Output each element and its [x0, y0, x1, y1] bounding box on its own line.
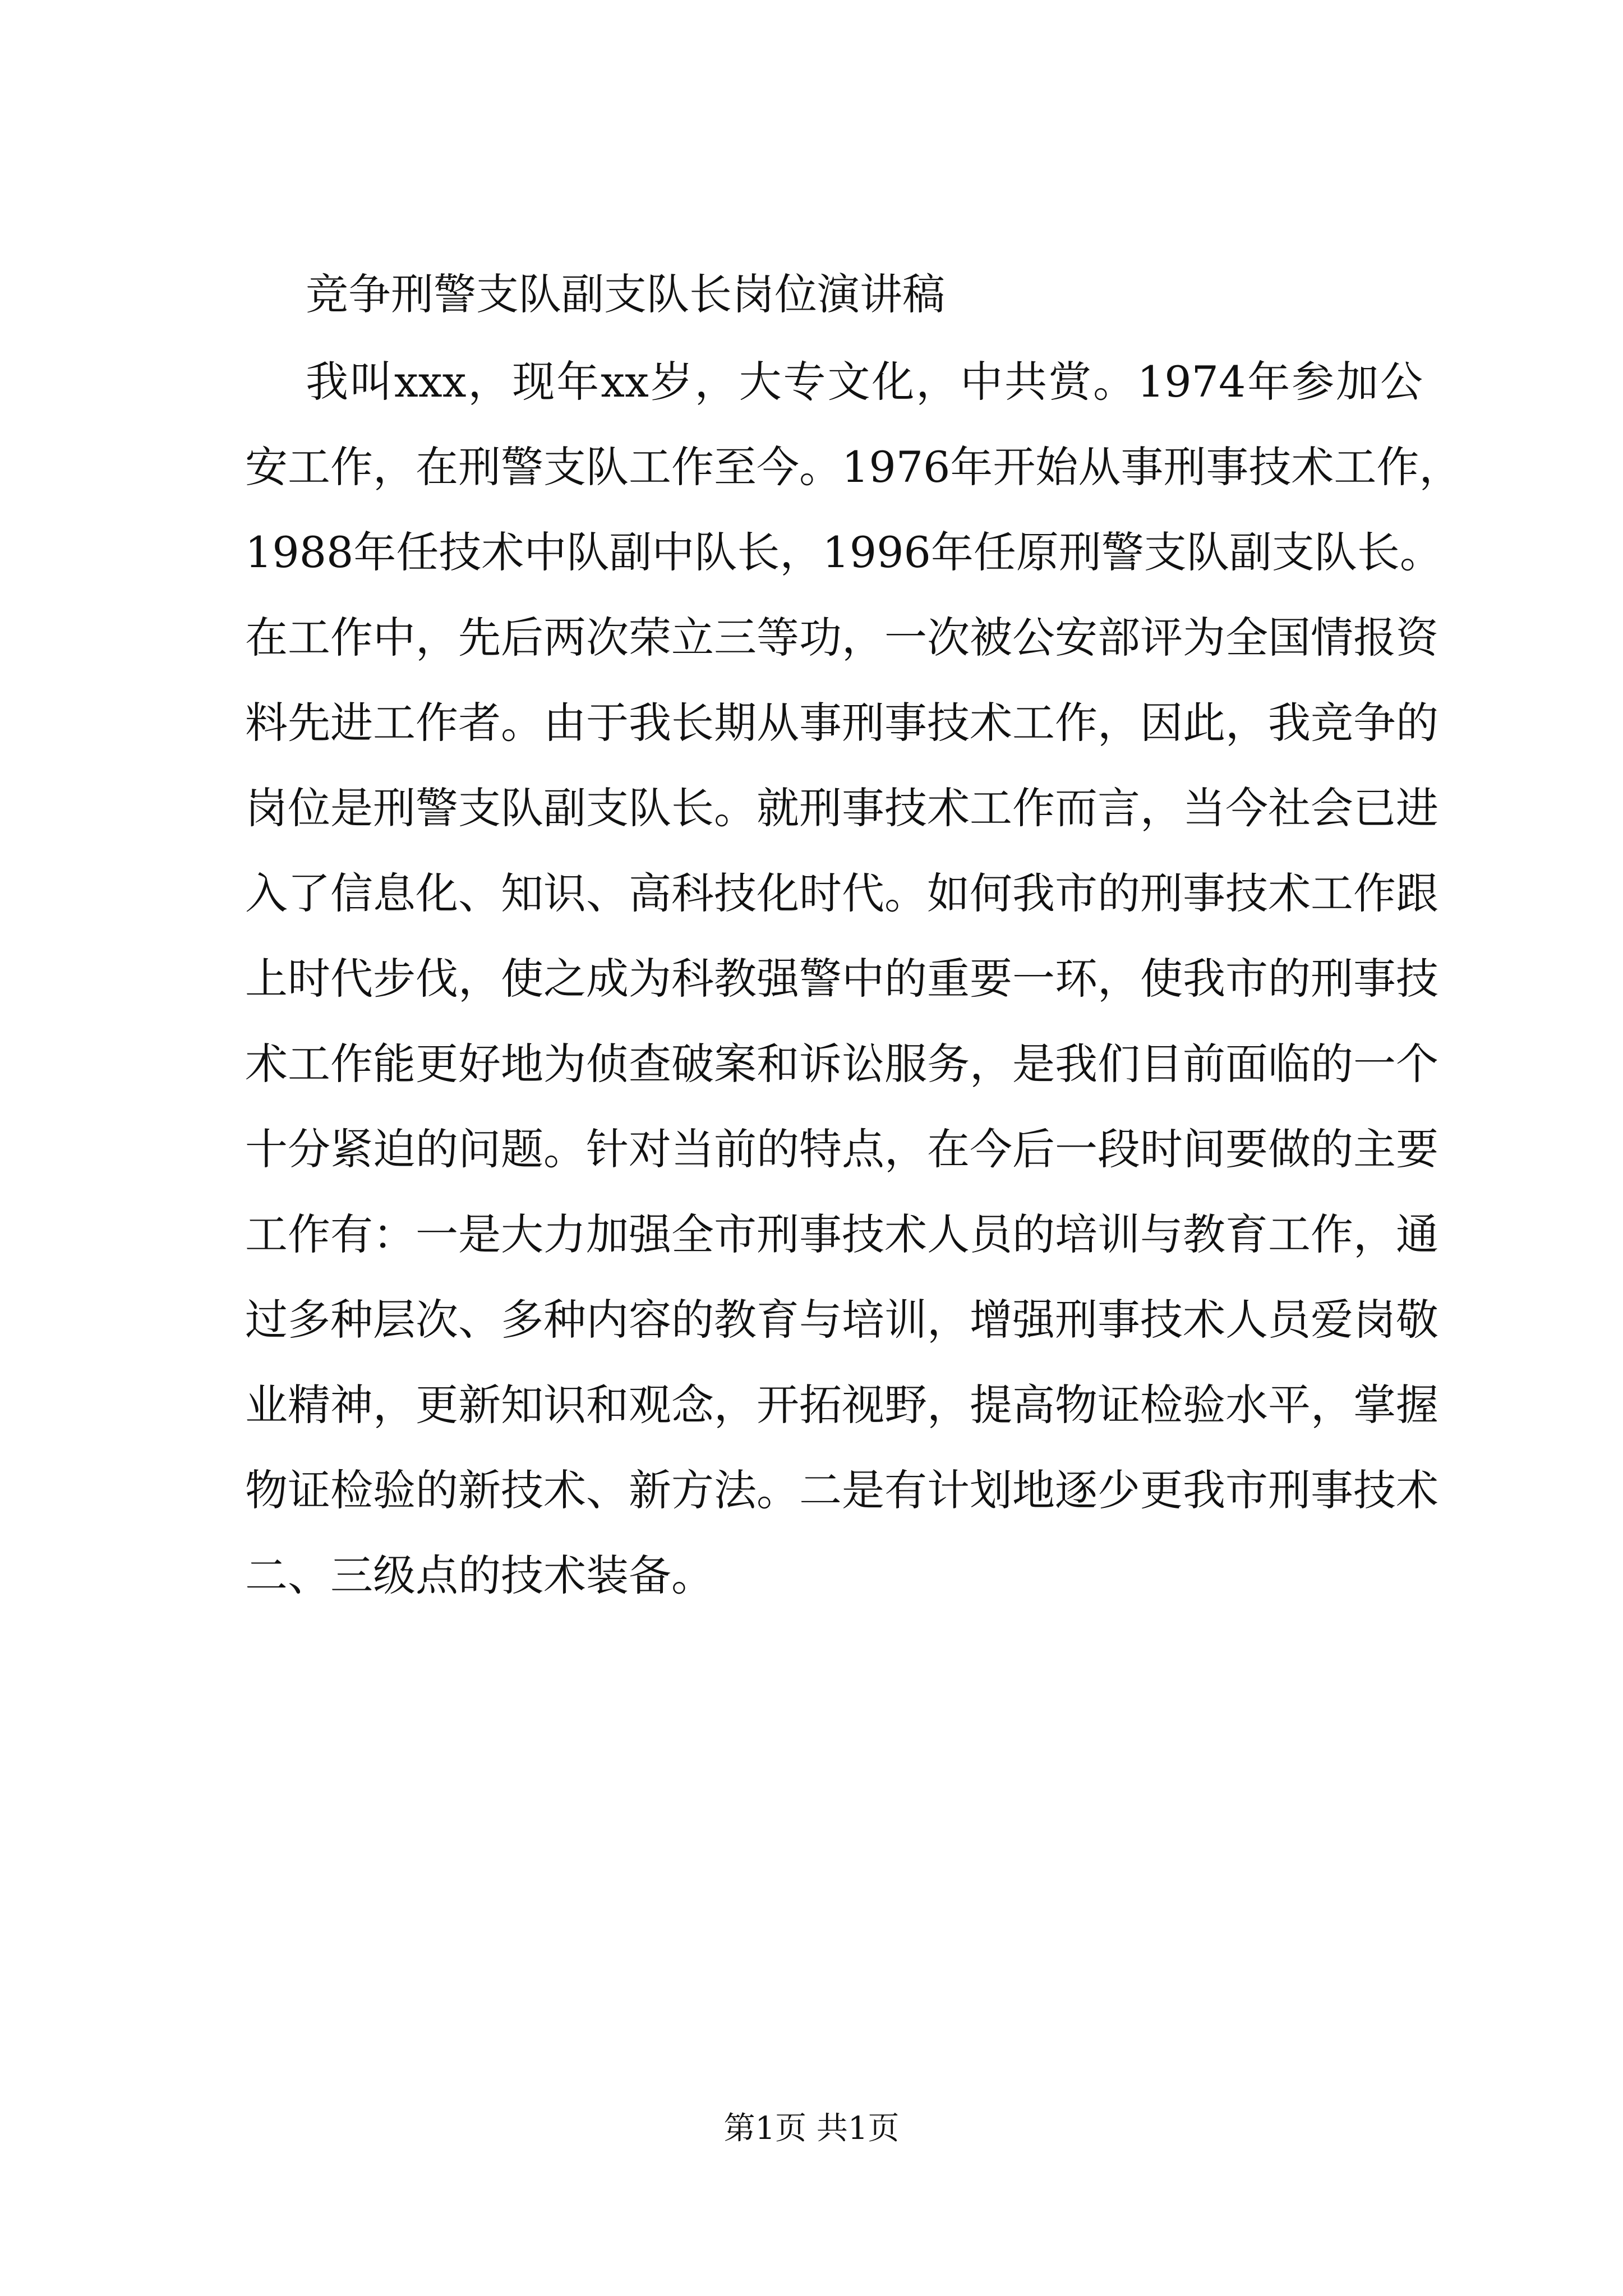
body-line: 过多种层次、多种内容的教育与培训，增强刑事技术人员爱岗敬 — [245, 1295, 1438, 1345]
body-line: 业精神，更新知识和观念，开拓视野，提高物证检验水平，掌握 — [245, 1380, 1438, 1430]
document-title: 竞争刑警支队副支队长岗位演讲稿 — [306, 269, 945, 319]
page-footer: 第1页 共1页 — [723, 2110, 900, 2147]
body-line: 术工作能更好地为侦查破案和诉讼服务，是我们目前面临的一个 — [245, 1039, 1438, 1089]
body-line: 二、三级点的技术装备。 — [245, 1550, 714, 1600]
body-line: 1988年任技术中队副中队长，1996年任原刑警支队副支队长。 — [245, 527, 1442, 577]
body-line: 十分紧迫的问题。针对当前的特点，在今后一段时间要做的主要 — [245, 1124, 1438, 1174]
body-line: 岗位是刑警支队副支队长。就刑事技术工作而言，当今社会已进 — [245, 783, 1438, 833]
body-line: 上时代步伐，使之成为科教强警中的重要一环，使我市的刑事技 — [245, 954, 1438, 1004]
body-line: 安工作，在刑警支队工作至今。1976年开始从事刑事技术工作， — [245, 442, 1462, 492]
body-line: 入了信息化、知识、高科技化时代。如何我市的刑事技术工作跟 — [245, 868, 1438, 918]
body-line: 在工作中，先后两次荣立三等功，一次被公安部评为全国情报资 — [245, 613, 1438, 662]
body-line: 我叫xxx，现年xx岁，大专文化，中共赏。1974年参加公 — [306, 357, 1423, 407]
body-line: 料先进工作者。由于我长期从事刑事技术工作，因此，我竞争的 — [245, 698, 1438, 748]
body-line: 工作有：一是大力加强全市刑事技术人员的培训与教育工作，通 — [245, 1209, 1438, 1259]
body-line: 物证检验的新技术、新方法。二是有计划地逐少更我市刑事技术 — [245, 1465, 1438, 1515]
